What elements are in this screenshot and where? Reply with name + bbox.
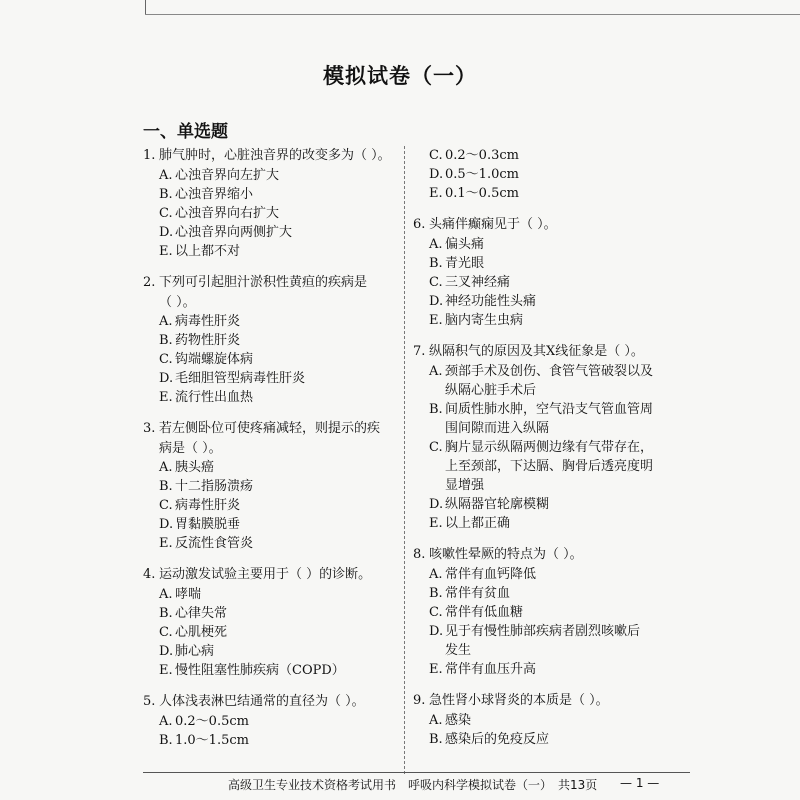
option-letter: D. [429, 294, 444, 309]
option-text-continued: 上至颈部，下达膈、胸骨后透亮度明 [445, 459, 654, 474]
option-line [413, 311, 675, 330]
option-letter: C. [429, 275, 443, 290]
option-line [143, 534, 393, 553]
question-text-continued: 病是（ ）。 [159, 441, 222, 456]
option-text: 常伴有血压升高 [445, 662, 537, 677]
option-letter: A. [159, 714, 173, 729]
option-letter: D. [429, 624, 444, 639]
option-letter: B. [159, 606, 173, 621]
option-line [413, 711, 675, 730]
section-heading: 一、单选题 [143, 122, 228, 142]
page-title: 模拟试卷（一） [323, 64, 477, 88]
question-number: 3. [143, 421, 156, 436]
option-letter: A. [429, 364, 443, 379]
option-letter: E. [429, 516, 443, 531]
question-number: 5. [143, 694, 156, 709]
option-line [143, 623, 393, 642]
question-block [413, 545, 675, 679]
option-text: 慢性阻塞性肺疾病（COPD） [175, 663, 345, 678]
option-line [143, 661, 393, 680]
question-text: 肺气肿时，心脏浊音界的改变多为（ ）。 [159, 148, 391, 163]
option-text: 见于有慢性肺部疾病者剧烈咳嗽后 [445, 624, 641, 639]
question-text: 头痛伴癫痫见于（ ）。 [429, 217, 557, 232]
option-line [413, 165, 675, 184]
option-text: 神经功能性头痛 [445, 294, 537, 309]
option-letter: A. [159, 314, 173, 329]
option-letter: B. [159, 479, 173, 494]
option-text: 0.5～1.0cm [445, 167, 519, 182]
option-line [143, 515, 393, 534]
option-letter: B. [429, 256, 443, 271]
option-text: 哮喘 [175, 587, 202, 602]
option-text: 颈部手术及创伤、食管气管破裂以及 [445, 364, 654, 379]
option-text: 1.0～1.5cm [175, 733, 249, 748]
option-letter: C. [159, 206, 173, 221]
option-text: 以上都正确 [445, 516, 511, 531]
question-text: 人体浅表淋巴结通常的直径为（ ）。 [159, 694, 365, 709]
option-line [413, 235, 675, 254]
option-letter: C. [429, 148, 443, 163]
top-rule [145, 14, 800, 15]
option-text: 胃黏膜脱垂 [175, 517, 241, 532]
option-letter: E. [429, 313, 443, 328]
option-line [143, 223, 393, 242]
option-letter: D. [159, 644, 174, 659]
option-letter: A. [429, 567, 443, 582]
option-line [143, 369, 393, 388]
option-letter: E. [159, 663, 173, 678]
option-line [143, 166, 393, 185]
option-line [413, 565, 675, 584]
option-text: 心肌梗死 [175, 625, 228, 640]
option-letter: D. [159, 517, 174, 532]
option-line [413, 495, 675, 514]
option-line [143, 350, 393, 369]
option-letter: C. [159, 625, 173, 640]
option-letter: D. [429, 167, 444, 182]
option-letter: A. [159, 460, 173, 475]
option-text: 感染 [445, 713, 472, 728]
question-text: 咳嗽性晕厥的特点为（ ）。 [429, 547, 583, 562]
option-text: 心浊音界向左扩大 [175, 168, 280, 183]
option-letter: C. [429, 605, 443, 620]
option-line [413, 660, 675, 679]
option-letter: B. [159, 333, 173, 348]
option-line [143, 496, 393, 515]
question-stem [143, 419, 393, 438]
option-line [413, 584, 675, 603]
right-column [413, 146, 675, 761]
option-text: 毛细胆管型病毒性肝炎 [175, 371, 306, 386]
option-text-continued: 显增强 [445, 478, 485, 493]
option-letter: E. [429, 662, 443, 677]
option-letter: C. [429, 440, 443, 455]
option-text: 心浊音界向右扩大 [175, 206, 280, 221]
option-text-continued: 发生 [445, 643, 472, 658]
question-stem [143, 565, 393, 584]
option-line [413, 273, 675, 292]
question-text: 下列可引起胆汁淤积性黄疸的疾病是 [159, 275, 368, 290]
question-block [413, 691, 675, 749]
question-block [413, 342, 675, 533]
option-line [413, 514, 675, 533]
option-letter: B. [159, 187, 173, 202]
option-letter: E. [159, 244, 173, 259]
option-text: 反流性食管炎 [175, 536, 254, 551]
option-text: 青光眼 [445, 256, 485, 271]
option-line [413, 730, 675, 749]
option-text: 心律失常 [175, 606, 228, 621]
option-text: 常伴有贫血 [445, 586, 511, 601]
option-text: 药物性肝炎 [175, 333, 241, 348]
question-block [143, 273, 393, 407]
option-letter: B. [429, 402, 443, 417]
option-text: 心浊音界缩小 [175, 187, 254, 202]
question-stem [143, 146, 393, 165]
footer-rule [143, 772, 690, 773]
question-block [413, 215, 675, 330]
question-stem [143, 692, 393, 711]
option-letter: C. [159, 498, 173, 513]
option-letter: B. [429, 732, 443, 747]
option-letter: B. [429, 586, 443, 601]
option-letter: D. [159, 371, 174, 386]
option-line [413, 362, 675, 381]
option-text: 肺心病 [175, 644, 215, 659]
option-letter: B. [159, 733, 173, 748]
question-stem [143, 273, 393, 292]
option-letter: E. [159, 536, 173, 551]
option-line [143, 204, 393, 223]
option-text: 感染后的免疫反应 [445, 732, 550, 747]
option-line [143, 712, 393, 731]
question-block [143, 419, 393, 553]
question-number: 9. [413, 693, 426, 708]
question-number: 1. [143, 148, 156, 163]
option-text: 胸片显示纵隔两侧边缘有气带存在， [445, 440, 654, 455]
option-line [413, 292, 675, 311]
question-text-continued: （ ）。 [159, 295, 196, 310]
option-text: 纵隔器官轮廓模糊 [445, 497, 550, 512]
question-stem [413, 342, 675, 361]
option-line [413, 184, 675, 203]
option-text: 0.1～0.5cm [445, 186, 519, 201]
option-text: 0.2～0.3cm [445, 148, 519, 163]
question-number: 2. [143, 275, 156, 290]
option-line [413, 146, 675, 165]
option-line [143, 458, 393, 477]
question-number: 4. [143, 567, 156, 582]
option-line [413, 622, 675, 641]
option-text: 心浊音界向两侧扩大 [175, 225, 293, 240]
question-block [143, 146, 393, 261]
question-block [143, 692, 393, 750]
option-text: 偏头痛 [445, 237, 485, 252]
page-edge-line [145, 0, 146, 14]
option-line [143, 185, 393, 204]
question-block [143, 565, 393, 680]
option-letter: A. [429, 237, 443, 252]
option-line [143, 242, 393, 261]
option-letter: A. [159, 587, 173, 602]
question-number: 8. [413, 547, 426, 562]
option-text-continued: 围间隙而进入纵隔 [445, 421, 550, 436]
option-letter: D. [159, 225, 174, 240]
option-line [413, 438, 675, 457]
question-number: 6. [413, 217, 426, 232]
option-letter: A. [429, 713, 443, 728]
question-continuation [413, 146, 675, 203]
option-line [413, 400, 675, 419]
column-divider [404, 146, 406, 774]
option-line [143, 331, 393, 350]
option-text: 常伴有低血糖 [445, 605, 524, 620]
footer-text: 高级卫生专业技术资格考试用书 呼吸内科学模拟试卷（一） 共13页 [228, 778, 598, 792]
option-text: 流行性出血热 [175, 390, 254, 405]
option-line [143, 604, 393, 623]
option-text: 以上都不对 [175, 244, 241, 259]
option-text: 病毒性肝炎 [175, 498, 241, 513]
question-text: 急性肾小球肾炎的本质是（ ）。 [429, 693, 609, 708]
option-text: 病毒性肝炎 [175, 314, 241, 329]
option-line [143, 477, 393, 496]
option-letter: D. [429, 497, 444, 512]
option-letter: E. [159, 390, 173, 405]
option-text: 三叉神经痛 [445, 275, 511, 290]
option-line [143, 585, 393, 604]
question-stem [413, 691, 675, 710]
option-line [413, 254, 675, 273]
option-letter: A. [159, 168, 173, 183]
option-text: 十二指肠溃疡 [175, 479, 254, 494]
question-stem [413, 545, 675, 564]
question-text: 若左侧卧位可使疼痛减轻，则提示的疾 [159, 421, 381, 436]
option-text: 间质性肺水肿，空气沿支气管血管周 [445, 402, 654, 417]
option-text: 钩端螺旋体病 [175, 352, 254, 367]
option-text: 常伴有血钙降低 [445, 567, 537, 582]
question-number: 7. [413, 344, 426, 359]
option-letter: E. [429, 186, 443, 201]
question-stem [413, 215, 675, 234]
page-number: — 1 — [620, 776, 660, 790]
option-text-continued: 纵隔心脏手术后 [445, 383, 537, 398]
option-text: 0.2～0.5cm [175, 714, 249, 729]
question-text: 纵隔积气的原因及其X线征象是（ ）。 [429, 344, 644, 359]
option-text: 脑内寄生虫病 [445, 313, 524, 328]
option-line [143, 312, 393, 331]
option-line [413, 603, 675, 622]
question-text: 运动激发试验主要用于（ ）的诊断。 [159, 567, 372, 582]
option-line [143, 731, 393, 750]
left-column [143, 146, 393, 762]
option-text: 胰头癌 [175, 460, 215, 475]
option-letter: C. [159, 352, 173, 367]
option-line [143, 388, 393, 407]
option-line [143, 642, 393, 661]
